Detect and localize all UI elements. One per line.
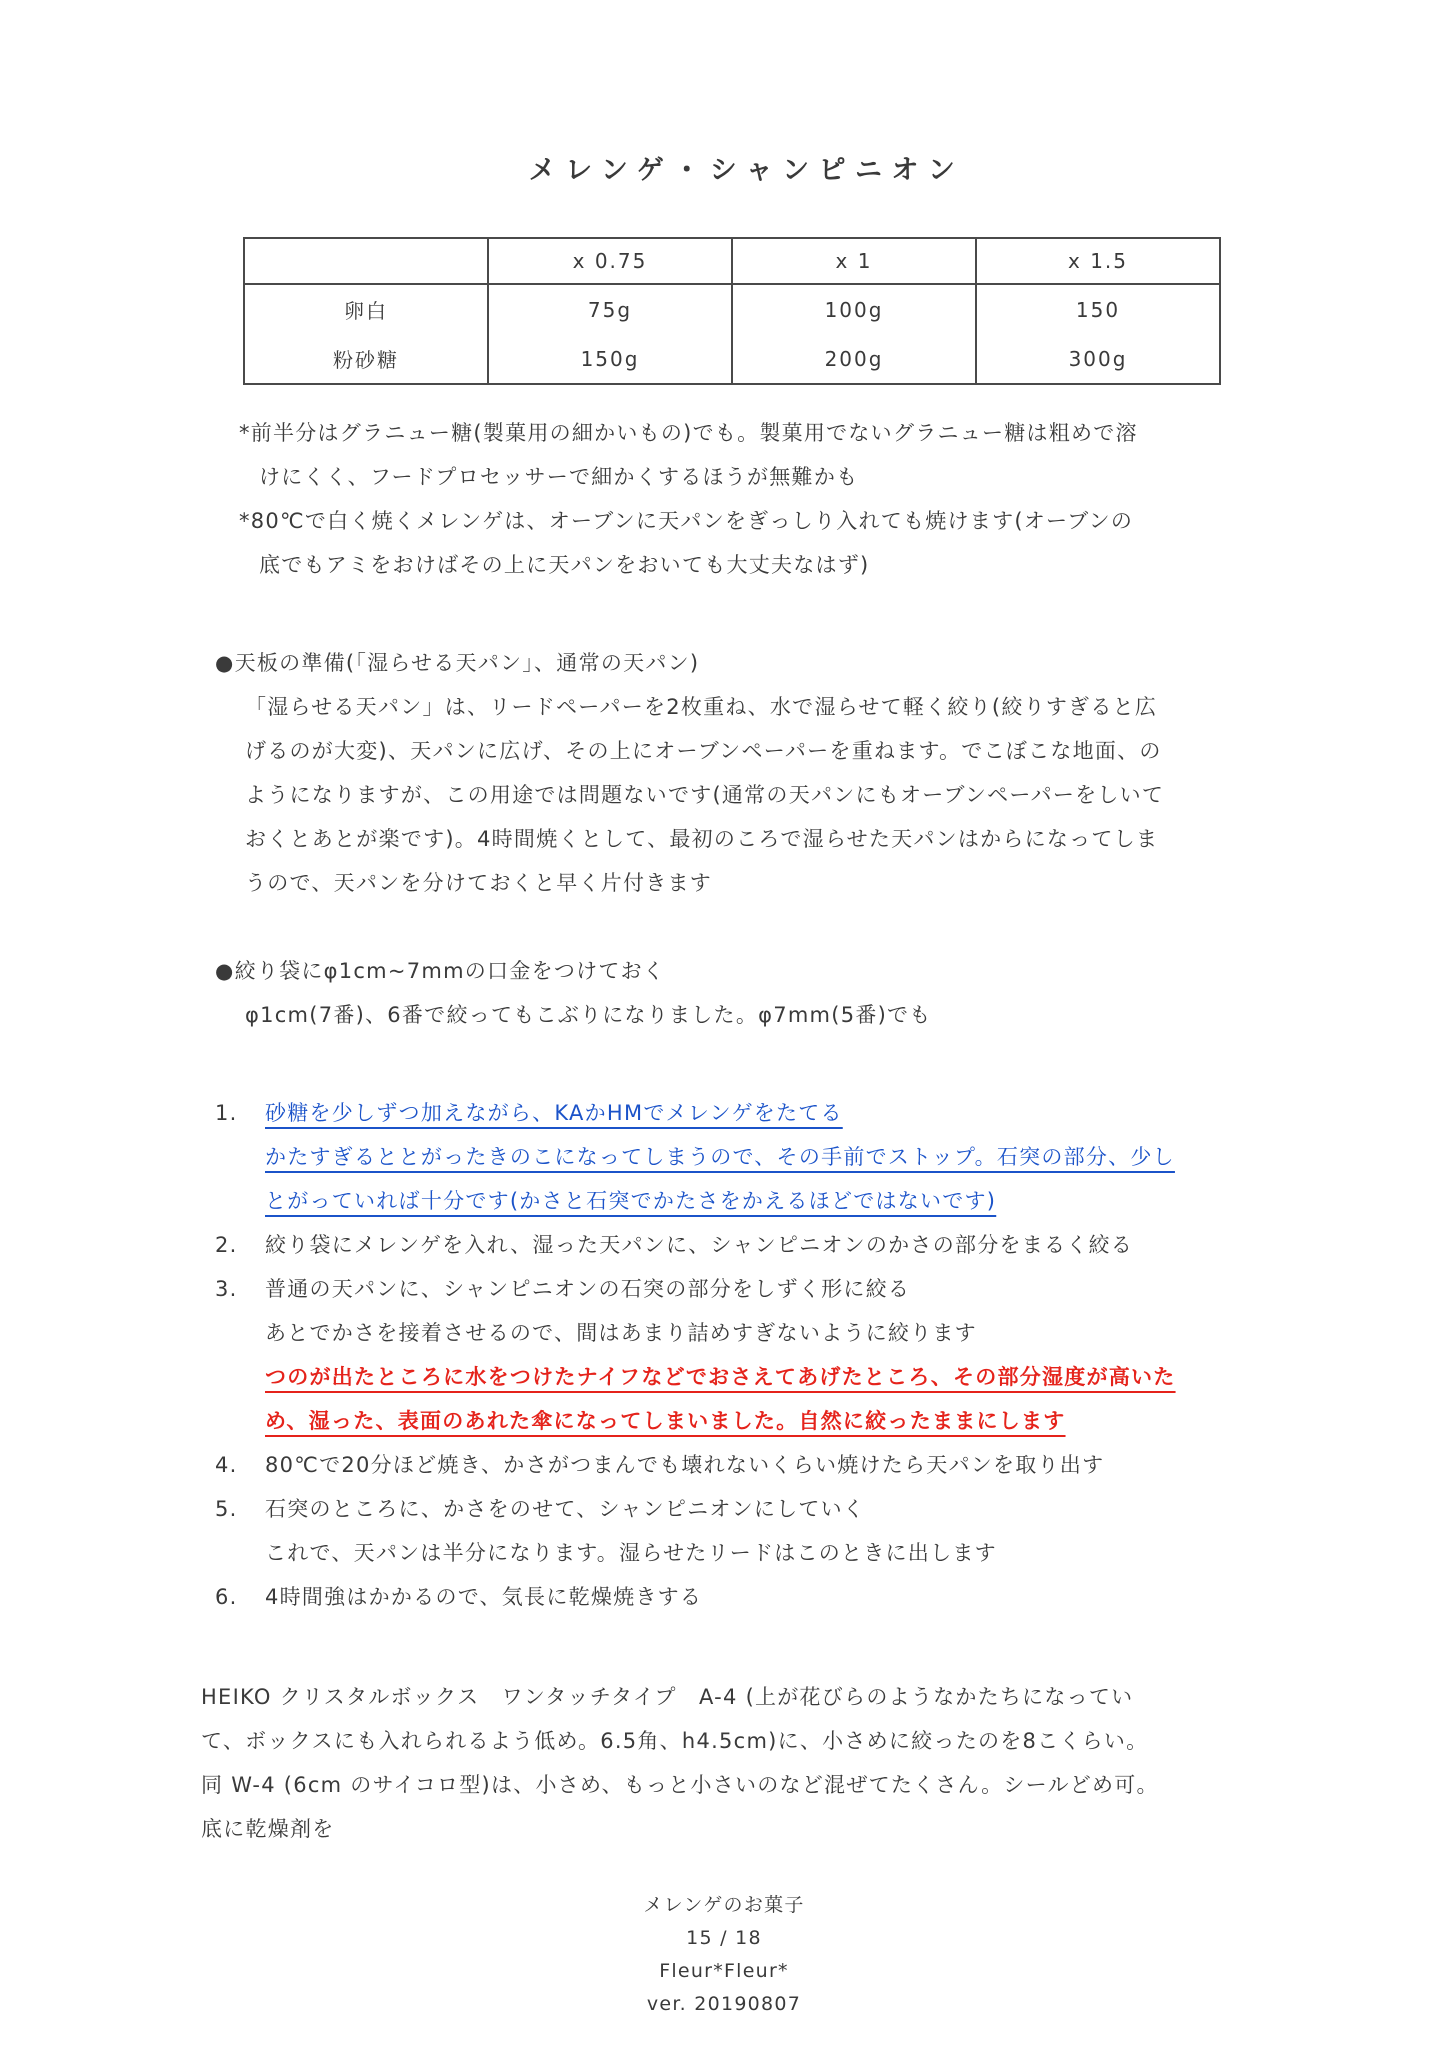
note-line xyxy=(239,411,1278,455)
step-5 xyxy=(215,1487,1278,1575)
step-text: 80℃で20分ほど焼き、かさがつまんでも壊れないくらい焼けたら天パンを取り出す xyxy=(265,1453,1105,1477)
section-tray-preparation xyxy=(215,641,1278,905)
section-piping-bag xyxy=(215,949,1278,1037)
table-cell: 300g xyxy=(976,334,1220,384)
steps-list xyxy=(215,1091,1278,1619)
step-line xyxy=(265,1575,1278,1619)
closing-line: HEIKO クリスタルボックス ワンタッチタイプ A-4 (上が花びらのようなかたちになってい xyxy=(201,1685,1134,1709)
table-header-cell-x075: x 0.75 xyxy=(488,238,732,284)
step-text: これで、天パンは半分になります。湿らせたリードはこのときに出します xyxy=(265,1541,997,1565)
step-text: あとでかさを接着させるので、間はあまり詰めすぎないように絞ります xyxy=(265,1321,977,1345)
note-line xyxy=(239,499,1278,543)
step-line xyxy=(265,1487,1278,1531)
step-line xyxy=(265,1355,1278,1399)
step-text: 石突のところに、かさをのせて、シャンピニオンにしていく xyxy=(265,1497,866,1521)
step-lines xyxy=(265,1091,1278,1223)
step-line xyxy=(265,1399,1278,1443)
step-number: 3. xyxy=(215,1277,238,1301)
step-number: 5. xyxy=(215,1497,238,1521)
table-cell: 100g xyxy=(732,284,976,334)
footer-page-number: 15 / 18 xyxy=(686,1927,762,1949)
page-title: メレンゲ・シャンピニオン xyxy=(528,155,965,186)
closing-line: 同 W-4 (6cm のサイコロ型)は、小さめ、もっと小さいのなど混ぜてたくさん。シールどめ可。 xyxy=(201,1773,1159,1797)
note-text: けにくく、フードプロセッサーで細かくするほうが無難かも xyxy=(259,465,859,489)
body-line: げるのが大変)、天パンに広げ、その上にオーブンペーパーを重ねます。でこぼこな地面、の xyxy=(245,739,1162,763)
table-row-powdered-sugar xyxy=(244,334,1220,384)
note-line xyxy=(259,455,1278,499)
step-3 xyxy=(215,1267,1278,1443)
table-header-cell-x1: x 1 xyxy=(732,238,976,284)
table-row-egg-white xyxy=(244,284,1220,334)
step-4 xyxy=(215,1443,1278,1487)
table-cell: 150g xyxy=(488,334,732,384)
step-lines xyxy=(265,1487,1278,1575)
body-line: うので、天パンを分けておくと早く片付きます xyxy=(245,871,713,895)
section-heading: ●絞り袋にφ1cm~7mmの口金をつけておく xyxy=(215,959,666,983)
step-line xyxy=(265,1223,1278,1267)
table-cell: 75g xyxy=(488,284,732,334)
closing-line: て、ボックスにも入れられるよう低め。6.5角、h4.5cm)に、小さめに絞ったのを8こくらい。 xyxy=(201,1729,1149,1753)
table-header-cell-x15: x 1.5 xyxy=(976,238,1220,284)
step-line xyxy=(265,1311,1278,1355)
step-line xyxy=(265,1267,1278,1311)
step-number: 2. xyxy=(215,1233,238,1257)
section-body xyxy=(245,993,1278,1037)
note-text: 底でもアミをおけばその上に天パンをおいても大丈夫なはず) xyxy=(259,553,870,577)
step-line xyxy=(265,1091,1278,1135)
step-line xyxy=(265,1135,1278,1179)
footer-version: ver. 20190807 xyxy=(646,1993,802,2015)
step-line xyxy=(265,1179,1278,1223)
closing-line: 底に乾燥剤を xyxy=(201,1817,335,1841)
step-text-highlight-blue: とがっていれば十分です(かさと石突でかたさをかえるほどではないです) xyxy=(265,1189,997,1213)
closing-paragraph xyxy=(201,1675,1278,1851)
page-footer xyxy=(0,1889,1448,2021)
row-label: 卵白 xyxy=(244,284,488,334)
body-line: φ1cm(7番)、6番で絞ってもこぶりになりました。φ7mm(5番)でも xyxy=(245,1003,932,1027)
step-number: 4. xyxy=(215,1453,238,1477)
table-header-cell-empty xyxy=(244,238,488,284)
step-lines xyxy=(265,1443,1278,1487)
step-2 xyxy=(215,1223,1278,1267)
step-lines xyxy=(265,1575,1278,1619)
footer-doc-title: メレンゲのお菓子 xyxy=(643,1894,805,1916)
step-text-highlight-red: つのが出たところに水をつけたナイフなどでおさえてあげたところ、その部分湿度が高いた xyxy=(265,1365,1176,1389)
section-body xyxy=(245,685,1278,905)
step-line xyxy=(265,1443,1278,1487)
table-header-row xyxy=(244,238,1220,284)
table-cell: 200g xyxy=(732,334,976,384)
step-lines xyxy=(265,1267,1278,1443)
row-label: 粉砂糖 xyxy=(244,334,488,384)
section-heading: ●天板の準備(「湿らせる天パン」、通常の天パン) xyxy=(215,651,700,675)
step-number: 6. xyxy=(215,1585,238,1609)
step-1 xyxy=(215,1091,1278,1223)
step-number: 1. xyxy=(215,1101,238,1125)
body-line: ようになりますが、この用途では問題ないです(通常の天パンにもオーブンペーパーをしいて xyxy=(245,783,1165,807)
notes-block xyxy=(239,411,1278,587)
step-text: 4時間強はかかるので、気長に乾燥焼きする xyxy=(265,1585,703,1609)
note-text: *80℃で白く焼くメレンゲは、オーブンに天パンをぎっしり入れても焼けます(オーブンの xyxy=(239,509,1134,533)
note-text: *前半分はグラニュー糖(製菓用の細かいもの)でも。製菓用でないグラニュー糖は粗めで溶 xyxy=(239,421,1138,445)
step-line xyxy=(265,1531,1278,1575)
scaling-table xyxy=(243,237,1221,385)
body-line: 「湿らせる天パン」は、リードペーパーを2枚重ね、水で湿らせて軽く絞り(絞りすぎると広 xyxy=(245,695,1158,719)
step-text-highlight-red: め、湿った、表面のあれた傘になってしまいました。自然に絞ったままにします xyxy=(265,1409,1066,1433)
step-6 xyxy=(215,1575,1278,1619)
step-lines xyxy=(265,1223,1278,1267)
table-cell: 150 xyxy=(976,284,1220,334)
step-text-highlight-blue: 砂糖を少しずつ加えながら、KAかHMでメレンゲをたてる xyxy=(265,1101,843,1125)
step-text-highlight-blue: かたすぎるととがったきのこになってしまうので、その手前でストップ。石突の部分、少し xyxy=(265,1145,1175,1169)
step-text: 普通の天パンに、シャンピニオンの石突の部分をしずく形に絞る xyxy=(265,1277,911,1301)
body-line: おくとあとが楽です)。4時間焼くとして、最初のころで湿らせた天パンはからになってしま xyxy=(245,827,1159,851)
step-text: 絞り袋にメレンゲを入れ、湿った天パンに、シャンピニオンのかさの部分をまるく絞る xyxy=(265,1233,1134,1257)
note-line xyxy=(259,543,1278,587)
footer-author: Fleur*Fleur* xyxy=(659,1960,789,1982)
